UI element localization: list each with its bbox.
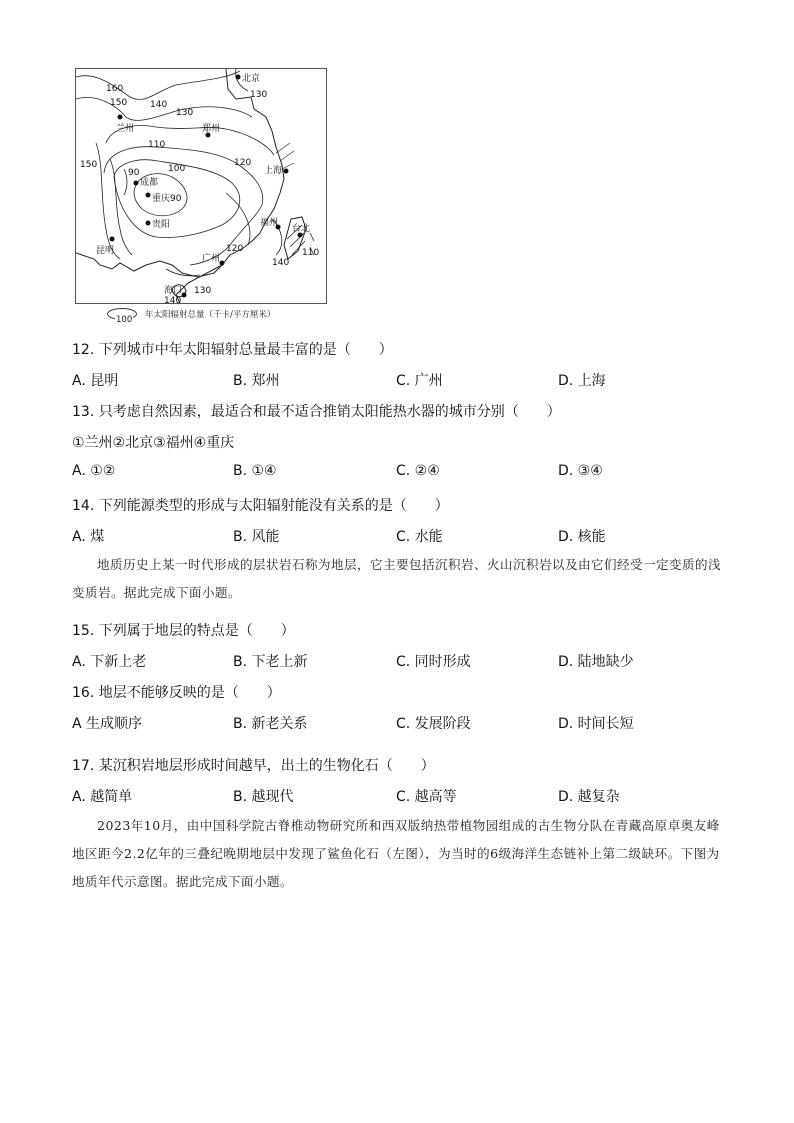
q14-option-d[interactable]: D. 核能	[558, 529, 606, 545]
q14-option-c[interactable]: C. 水能	[396, 529, 443, 545]
q12-option-b[interactable]: B. 郑州	[233, 373, 280, 389]
isoline-label: 90	[128, 168, 140, 178]
isoline-label: 110	[148, 140, 166, 150]
coast-south	[176, 265, 222, 303]
city-label-lanzhou: 兰州	[116, 124, 135, 134]
q16-option-a[interactable]: A 生成顺序	[72, 716, 143, 732]
question-17-stem: 17. 某沉积岩地层形成时间越早，出土的生物化石（ ）	[72, 758, 435, 774]
question-13-stem: 13. 只考虑自然因素，最适合和最不适合推销太阳能热水器的城市分别（ ）	[72, 404, 561, 420]
isoline-label: 130	[176, 108, 194, 118]
isoline-label: 130	[194, 286, 212, 296]
q14-option-b[interactable]: B. 风能	[233, 529, 280, 545]
isoline-label: 90	[170, 194, 182, 204]
guiyang-dot	[146, 221, 151, 226]
city-label-chongqing: 重庆	[152, 194, 171, 204]
q13-option-c[interactable]: C. ②④	[396, 463, 440, 479]
passage-strata	[72, 551, 724, 607]
q13-option-b[interactable]: B. ①④	[233, 463, 277, 479]
isoline-label: 110	[302, 248, 320, 258]
isoline-label: 150	[110, 98, 128, 108]
lanzhou-dot	[118, 115, 123, 120]
city-label-chengdu: 成都	[140, 178, 159, 188]
legend-value: 100	[116, 315, 133, 325]
question-14-stem: 14. 下列能源类型的形成与太阳辐射能没有关系的是（ ）	[72, 498, 449, 514]
q16-option-b[interactable]: B. 新老关系	[233, 716, 308, 732]
haikou-dot	[182, 293, 187, 298]
q17-option-b[interactable]: B. 越现代	[233, 789, 294, 805]
q12-option-d[interactable]: D. 上海	[558, 373, 606, 389]
shanghai-dot	[284, 169, 289, 174]
isoline-label: 150	[80, 160, 98, 170]
q13-option-a[interactable]: A. ①②	[72, 463, 116, 479]
q15-option-b[interactable]: B. 下老上新	[233, 654, 308, 670]
chongqing-dot	[146, 193, 151, 198]
city-label-guiyang: 贵阳	[152, 220, 171, 230]
question-13-sub: ①兰州②北京③福州④重庆	[72, 435, 235, 451]
beijing-dot	[236, 75, 241, 80]
legend-text: 年太阳辐射总量（千卡/平方厘米）	[145, 310, 276, 320]
q15-option-d[interactable]: D. 陆地缺少	[558, 654, 634, 670]
isoline-label: 120	[234, 158, 252, 168]
isoline-label: 140	[164, 296, 182, 305]
passage-strata-text: 地质历史上某一时代形成的层状岩石称为地层，它主要包括沉积岩、火山沉积岩以及由它们经受一定变质的浅变质岩。据此完成下面小题。	[72, 557, 722, 600]
q13-option-d[interactable]: D. ③④	[558, 463, 603, 479]
kunming-dot	[110, 237, 115, 242]
city-label-shanghai: 上海	[264, 166, 283, 176]
city-label-kunming: 昆明	[96, 246, 115, 256]
passage-shark-fossil-text: 2023年10月，由中国科学院古脊椎动物研究所和西双版纳热带植物园组成的古生物分队在青藏高原卓奥友峰地区距今2.2亿年的三叠纪晚期地层中发现了鲨鱼化石（左图），为当时的6级海洋生态链补上第二级缺环。下图为地质年代示意图。据此完成下面小题。	[72, 818, 720, 889]
guangzhou-dot	[220, 261, 225, 266]
isoline-label: 140	[150, 100, 168, 110]
question-12-stem: 12. 下列城市中年太阳辐射总量最丰富的是（ ）	[72, 342, 393, 358]
chengdu-dot	[134, 181, 139, 186]
city-label-taibei: 台北	[292, 224, 311, 234]
city-label-fuzhou: 福州	[260, 218, 279, 228]
city-label-haikou: 海口	[164, 286, 183, 296]
city-label-zhengzhou: 郑州	[202, 124, 221, 134]
passage-shark-fossil	[72, 812, 724, 896]
q15-option-a[interactable]: A. 下新上老	[72, 654, 147, 670]
isoline-label: 140	[272, 258, 290, 268]
isoline-label: 120	[226, 244, 244, 254]
question-16-stem: 16. 地层不能够反映的是（ ）	[72, 685, 281, 701]
isoline-label: 130	[250, 90, 268, 100]
q16-option-d[interactable]: D. 时间长短	[558, 716, 634, 732]
q14-option-a[interactable]: A. 煤	[72, 529, 105, 545]
map-drawing	[76, 69, 328, 305]
q12-option-a[interactable]: A. 昆明	[72, 373, 119, 389]
city-label-guangzhou: 广州	[202, 254, 221, 264]
q12-option-c[interactable]: C. 广州	[396, 373, 443, 389]
city-label-beijing: 北京	[242, 74, 261, 84]
solar-radiation-map	[75, 68, 327, 304]
question-15-stem: 15. 下列属于地层的特点是（ ）	[72, 623, 295, 639]
q17-option-c[interactable]: C. 越高等	[396, 789, 457, 805]
q16-option-c[interactable]: C. 发展阶段	[396, 716, 471, 732]
map-legend	[107, 306, 337, 325]
q15-option-c[interactable]: C. 同时形成	[396, 654, 471, 670]
isoline-label: 100	[168, 164, 186, 174]
isoline-label: 160	[106, 84, 124, 94]
q17-option-d[interactable]: D. 越复杂	[558, 789, 620, 805]
q17-option-a[interactable]: A. 越简单	[72, 789, 133, 805]
